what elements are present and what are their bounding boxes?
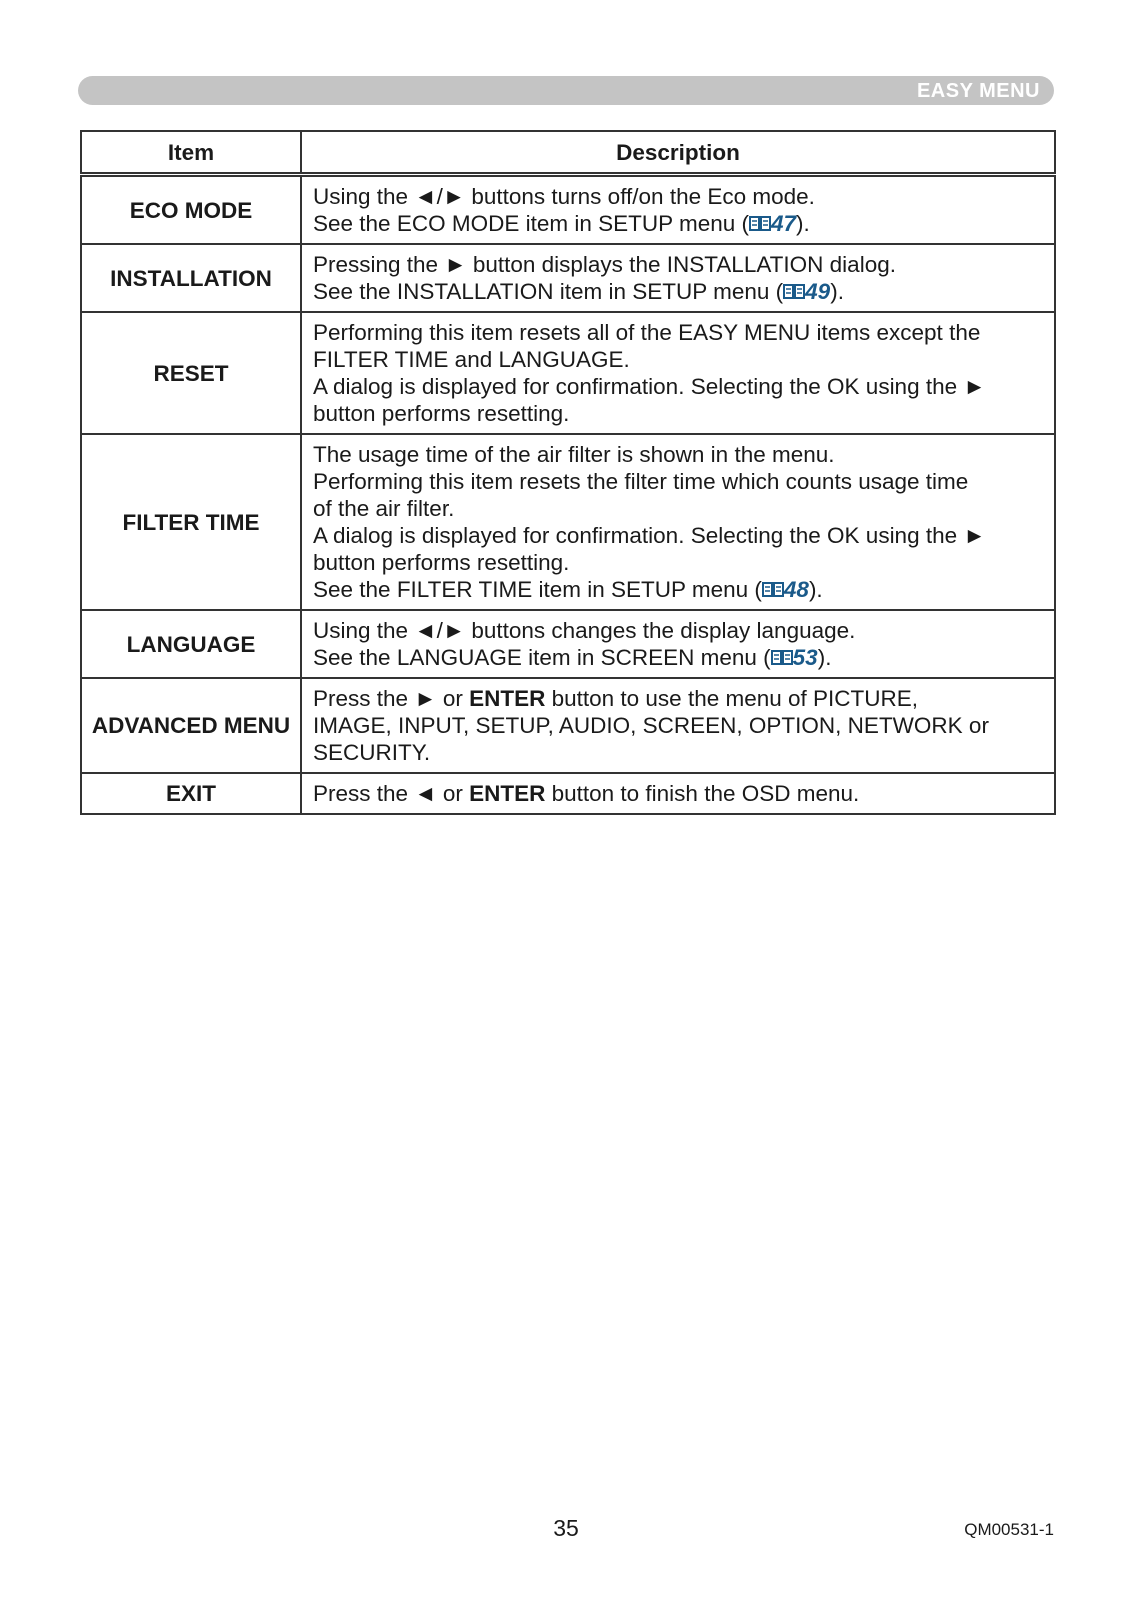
section-title: EASY MENU — [916, 80, 1040, 102]
description-line: FILTER TIME and LANGUAGE. — [313, 347, 630, 372]
table-row — [81, 610, 1055, 678]
item-name: ECO MODE — [81, 175, 301, 245]
table-row — [81, 434, 1055, 610]
book-icon — [771, 649, 793, 667]
description-line: A dialog is displayed for confirmation. Selecting the OK using the ► — [313, 523, 986, 548]
description-text: Press the ◄ or — [313, 781, 470, 806]
description-line: Using the ◄/► buttons changes the display language. — [313, 618, 856, 643]
item-description — [301, 678, 1055, 773]
page-reference: 48 — [783, 577, 809, 602]
description-text: ). — [817, 645, 832, 670]
book-icon — [762, 581, 784, 599]
description-text: button to use the menu of PICTURE, — [545, 686, 919, 711]
description-text: ). — [808, 577, 823, 602]
description-line: Using the ◄/► buttons turns off/on the Eco mode. — [313, 184, 815, 209]
table-row — [81, 773, 1055, 814]
item-name: ADVANCED MENU — [81, 678, 301, 773]
enter-key-label: ENTER — [469, 686, 546, 711]
description-text: ). — [830, 279, 844, 304]
section-header-bar — [78, 76, 1054, 105]
description-line — [313, 685, 1044, 712]
page-number: 35 — [553, 1515, 579, 1541]
description-line — [313, 210, 1044, 237]
description-line: Performing this item resets all of the EASY MENU items except the — [313, 320, 981, 345]
item-description — [301, 175, 1055, 245]
column-header-description: Description — [301, 131, 1055, 175]
description-text: button to finish the OSD menu. — [545, 781, 860, 806]
table-row — [81, 175, 1055, 245]
column-header-item: Item — [81, 131, 301, 175]
table-row — [81, 244, 1055, 312]
enter-key-label: ENTER — [469, 781, 546, 806]
item-description — [301, 610, 1055, 678]
item-name: EXIT — [81, 773, 301, 814]
description-text: Press the ► or — [313, 686, 470, 711]
description-text: See the FILTER TIME item in SETUP menu ( — [313, 577, 762, 602]
item-description — [301, 312, 1055, 434]
description-text: See the LANGUAGE item in SCREEN menu ( — [313, 645, 771, 670]
item-name: FILTER TIME — [81, 434, 301, 610]
item-description — [301, 244, 1055, 312]
description-line — [313, 644, 1044, 671]
table-row — [81, 678, 1055, 773]
table-header-row — [81, 131, 1055, 175]
page-reference: 49 — [805, 279, 831, 304]
document-code: QM00531-1 — [964, 1520, 1054, 1539]
book-icon — [749, 215, 771, 233]
description-text: See the ECO MODE item in SETUP menu ( — [313, 211, 749, 236]
book-icon — [783, 283, 805, 301]
description-line: Pressing the ► button displays the INSTALLATION dialog. — [313, 252, 896, 277]
description-line: button performs resetting. — [313, 550, 570, 575]
description-line: The usage time of the air filter is shown in the menu. — [313, 442, 835, 467]
description-text: See the INSTALLATION item in SETUP menu ( — [313, 279, 784, 304]
item-name: RESET — [81, 312, 301, 434]
description-line: of the air filter. — [313, 496, 455, 521]
description-line: button performs resetting. — [313, 401, 570, 426]
item-description — [301, 434, 1055, 610]
easy-menu-table — [80, 130, 1056, 815]
description-line: Performing this item resets the filter time which counts usage time — [313, 469, 969, 494]
description-line: IMAGE, INPUT, SETUP, AUDIO, SCREEN, OPTION, NETWORK or — [313, 713, 989, 738]
description-line — [313, 576, 1044, 603]
description-line — [313, 278, 1044, 305]
item-name: INSTALLATION — [81, 244, 301, 312]
table-row — [81, 312, 1055, 434]
item-name: LANGUAGE — [81, 610, 301, 678]
description-line: SECURITY. — [313, 740, 431, 765]
page-reference: 47 — [770, 211, 797, 236]
description-line — [313, 780, 1044, 807]
page-reference: 53 — [792, 645, 818, 670]
item-description — [301, 773, 1055, 814]
description-text: ). — [796, 211, 810, 236]
description-line: A dialog is displayed for confirmation. Selecting the OK using the ► — [313, 374, 986, 399]
